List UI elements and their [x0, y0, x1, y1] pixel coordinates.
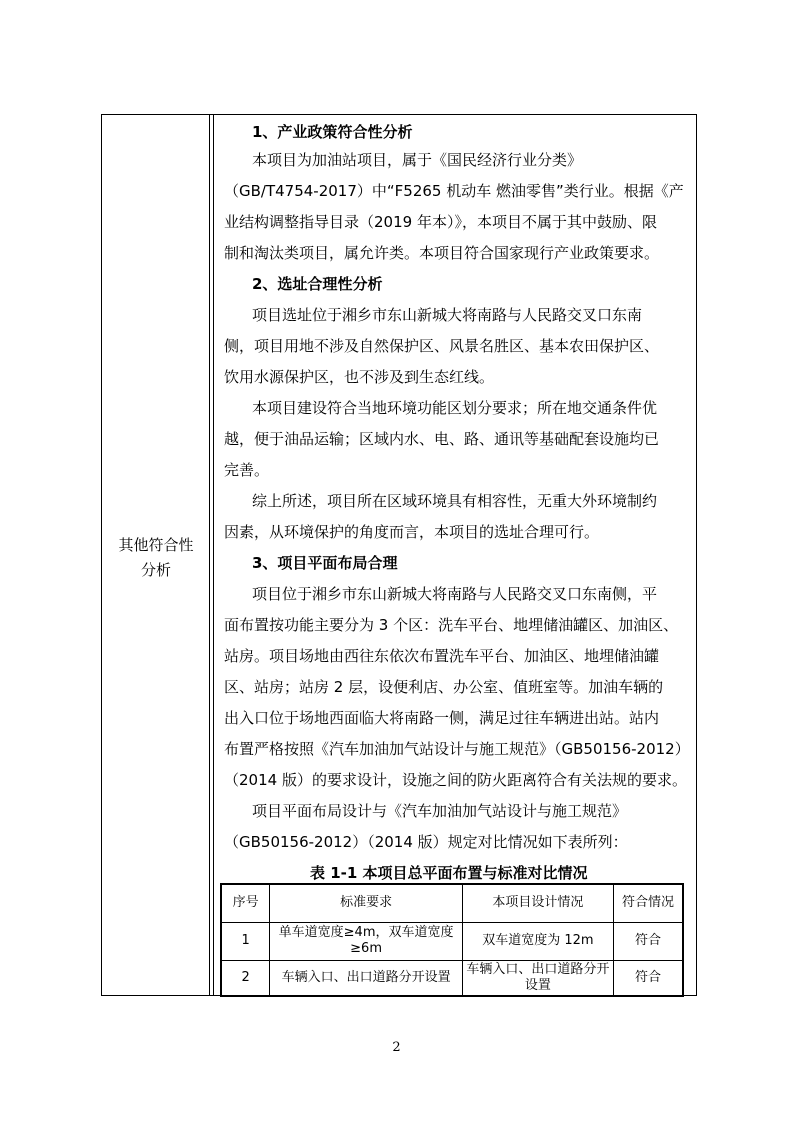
table-cell: 符合 — [614, 922, 683, 960]
s3-line-4: 区、站房；站房 2 层，设便利店、办公室、值班室等。加油车辆的 — [224, 678, 664, 696]
s2-line-3: 饮用水源保护区，也不涉及到生态红线。 — [224, 368, 495, 386]
s2-line-8: 因素，从环境保护的角度而言，本项目的选址合理可行。 — [224, 523, 600, 541]
s3-line-2: 面布置按功能主要分为 3 个区：洗车平台、地埋储油罐区、加油区、 — [224, 616, 679, 634]
left-column — [102, 115, 210, 995]
s1-line-2: （GB/T4754-2017）中“F5265 机动车 燃油零售”类行业。根据《产 — [224, 182, 684, 200]
table-caption: 表 1-1 本项目总平面布置与标准对比情况 — [310, 864, 588, 882]
s3-line-1: 项目位于湘乡市东山新城大将南路与人民路交叉口东南侧，平 — [252, 585, 658, 603]
left-label-line-1: 其他符合性 — [118, 536, 194, 554]
table-cell: 双车道宽度为 12m — [462, 922, 613, 960]
s3-line-5: 出入口位于场地西面临大将南路一侧，满足过往车辆进出站。站内 — [224, 709, 660, 727]
s2-line-7: 综上所述，项目所在区域环境具有相容性，无重大外环境制约 — [252, 492, 658, 510]
s3-line-9: （GB50156-2012）（2014 版）规定对比情况如下表所列： — [224, 833, 628, 851]
table-cell: 车辆入口、出口道路分开设置 — [270, 960, 462, 996]
page-number: 2 — [392, 1040, 401, 1055]
table-row — [221, 922, 683, 960]
comparison-table — [220, 883, 684, 997]
column-divider — [213, 115, 214, 995]
s3-line-6: 布置严格按照《汽车加油加气站设计与施工规范》（GB50156-2012） — [224, 740, 690, 758]
s2-line-1: 项目选址位于湘乡市东山新城大将南路与人民路交叉口东南 — [252, 306, 643, 324]
header-cell: 本项目设计情况 — [462, 884, 613, 922]
section-3-title: 3、项目平面布局合理 — [252, 554, 398, 572]
s2-line-6: 完善。 — [224, 461, 270, 479]
section-2-title: 2、选址合理性分析 — [252, 275, 383, 293]
table-cell: 1 — [221, 922, 270, 960]
left-label — [102, 533, 210, 583]
section-1-title: 1、产业政策符合性分析 — [252, 123, 413, 141]
s3-line-7: （2014 版）的要求设计，设施之间的防火距离符合有关法规的要求。 — [224, 771, 687, 789]
s1-line-4: 制和淘汰类项目，属允许类。本项目符合国家现行产业政策要求。 — [224, 244, 660, 262]
s3-line-3: 站房。项目场地由西往东依次布置洗车平台、加油区、地埋储油罐 — [224, 647, 660, 665]
header-cell: 符合情况 — [614, 884, 683, 922]
s3-line-8: 项目平面布局设计与《汽车加油加气站设计与施工规范》 — [252, 802, 628, 820]
s1-line-3: 业结构调整指导目录（2019 年本）》，本项目不属于其中鼓励、限 — [224, 213, 657, 231]
s2-line-2: 侧，项目用地不涉及自然保护区、风景名胜区、基本农田保护区、 — [224, 337, 660, 355]
s1-line-1: 本项目为加油站项目，属于《国民经济行业分类》 — [252, 151, 583, 169]
left-label-line-2: 分析 — [140, 561, 171, 579]
table-cell: 符合 — [614, 960, 683, 996]
table-cell: 单车道宽度≥4m，双车道宽度≥6m — [270, 922, 462, 960]
header-cell: 标准要求 — [270, 884, 462, 922]
table-cell: 车辆入口、出口道路分开设置 — [462, 960, 613, 996]
s2-line-4: 本项目建设符合当地环境功能区划分要求；所在地交通条件优 — [252, 399, 658, 417]
table-row — [221, 960, 683, 996]
table-header-row — [221, 884, 683, 922]
s2-line-5: 越，便于油品运输；区域内水、电、路、通讯等基础配套设施均已 — [224, 430, 660, 448]
table-cell: 2 — [221, 960, 270, 996]
header-cell: 序号 — [221, 884, 270, 922]
